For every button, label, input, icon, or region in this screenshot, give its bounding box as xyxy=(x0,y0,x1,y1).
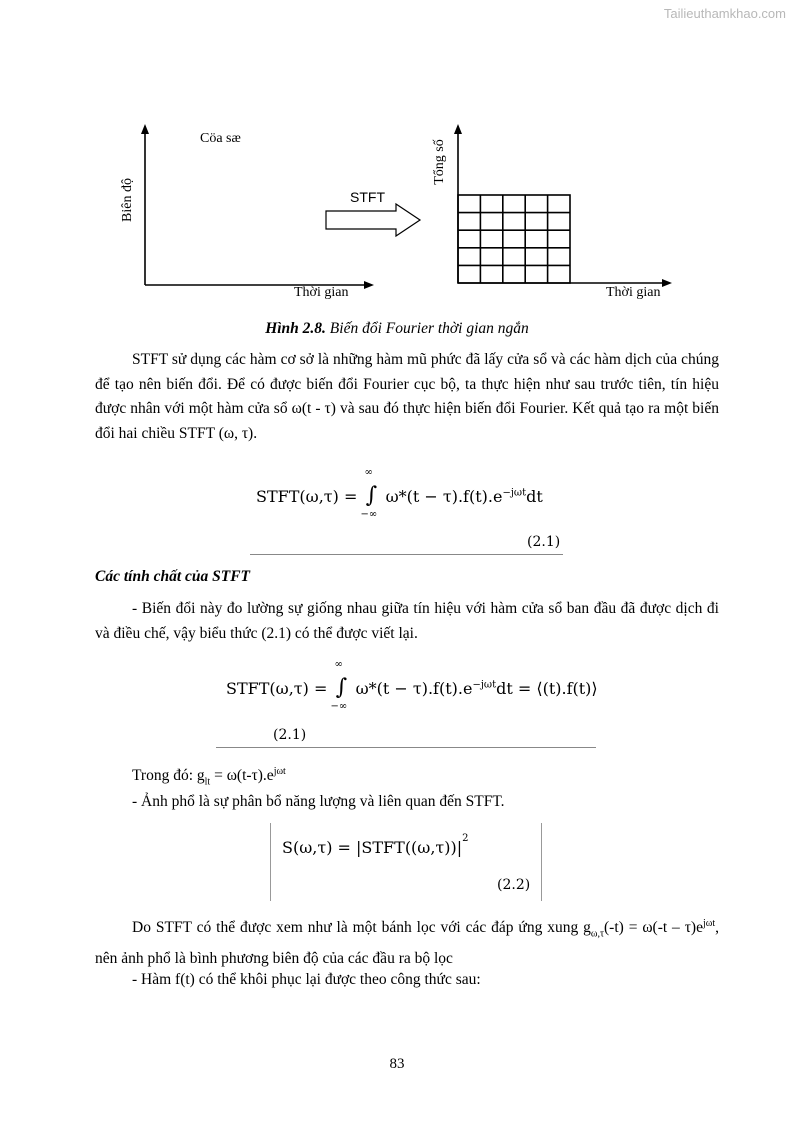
eq2-number: (2.1) xyxy=(273,727,307,743)
p4-part-a: Do STFT có thể được xem như là một bánh lọc với các đáp ứng xung g xyxy=(132,919,591,937)
left-x-axis-label: Thời gian xyxy=(294,285,349,300)
eq3-lhs: S(ω,τ) = xyxy=(282,838,357,857)
stft-figure xyxy=(110,120,690,310)
eq1-upper-limit: ∞ xyxy=(364,467,373,478)
eq3-right-rule xyxy=(541,823,542,901)
paragraph-5: - Hàm f(t) có thể khôi phục lại được theo công thức sau: xyxy=(132,971,481,988)
paragraph-3: - Ảnh phổ là sự phân bổ năng lượng và liên quan đến STFT. xyxy=(132,793,505,810)
eq3-left-rule xyxy=(270,823,271,901)
eq2-integral-sign: ∫ xyxy=(335,675,348,700)
caption-number: Hình 2.8. xyxy=(265,320,326,337)
where-sub: lt xyxy=(204,776,211,788)
arrow-label: STFT xyxy=(350,189,385,205)
left-y-axis-label: Biên độ xyxy=(120,178,135,222)
right-axes xyxy=(454,124,672,287)
where-mid: = ω(t-τ).e xyxy=(210,767,274,785)
paragraph-2: - Biến đổi này đo lường sự giống nhau giữa tín hiệu với hàm cửa sổ ban đầu đã được dịch đi và điều chế, vậy biểu thức (2.1) có thể được viết lại. xyxy=(95,600,719,642)
p4-part-b: (-t) = ω(-t – τ)e xyxy=(604,919,703,937)
p4-sub: ω,τ xyxy=(590,928,604,940)
equation-2 xyxy=(226,659,598,712)
time-frequency-grid xyxy=(458,195,570,283)
equation-1 xyxy=(256,467,543,520)
right-y-axis-label: Tổng số xyxy=(432,139,447,185)
eq2-body: ω*(t − τ).f(t).e xyxy=(355,679,473,698)
equation-3 xyxy=(282,832,469,857)
eq2-exponent: −jωt xyxy=(472,679,497,691)
page-number: 83 xyxy=(389,1056,405,1072)
left-axes xyxy=(141,124,374,289)
section-heading: Các tính chất của STFT xyxy=(95,568,251,585)
where-sup: jωt xyxy=(273,766,286,777)
eq1-rule xyxy=(250,554,563,555)
eq1-number: (2.1) xyxy=(527,534,561,550)
where-prefix: Trong đó: g xyxy=(132,767,205,785)
eq3-exponent: 2 xyxy=(462,832,469,844)
figure-caption xyxy=(0,320,794,338)
eq3-number: (2.2) xyxy=(497,877,531,893)
eq1-lhs: STFT(ω,τ) = xyxy=(256,487,358,506)
eq2-rule xyxy=(216,747,596,748)
p4-part-c: , nên ảnh phổ là bình phương biên độ của các đầu ra bộ lọc xyxy=(95,919,719,967)
eq2-upper-limit: ∞ xyxy=(334,659,343,670)
eq1-lower-limit: −∞ xyxy=(360,509,378,520)
paragraph-1: STFT sử dụng các hàm cơ sở là những hàm mũ phức đã lấy cửa sổ và các hàm dịch của chúng để tạo nên biến đổi. Để có được biến đổi Fourier cục bộ, ta thực hiện như sau trước tiên, tín hiệu được nhân với một hàm cửa sổ ω(t - τ) và sau đó thực hiện biến đổi Fourier. Kết quả tạo ra một biến đổi hai chiều STFT (ω, τ). xyxy=(95,351,719,442)
eq2-tail: dt = ⟨(t).f(t)⟩ xyxy=(496,679,598,698)
eq1-exponent: −jωt xyxy=(502,487,527,499)
caption-text: Biến đổi Fourier thời gian ngắn xyxy=(329,320,529,337)
stft-arrow-icon xyxy=(326,204,420,236)
p4-sup: jωt xyxy=(702,918,716,929)
eq1-body: ω*(t − τ).f(t).e xyxy=(385,487,503,506)
right-x-axis-label: Thời gian xyxy=(606,285,661,300)
paragraph-4 xyxy=(95,912,719,971)
eq1-integral-sign: ∫ xyxy=(365,483,378,508)
watermark: Tailieuthamkhao.com xyxy=(663,6,786,21)
eq3-body: |STFT((ω,τ))| xyxy=(356,838,463,857)
eq1-tail: dt xyxy=(526,487,543,506)
eq2-lhs: STFT(ω,τ) = xyxy=(226,679,328,698)
window-label: Cöa sæ xyxy=(200,131,241,146)
eq2-lower-limit: −∞ xyxy=(330,701,348,712)
